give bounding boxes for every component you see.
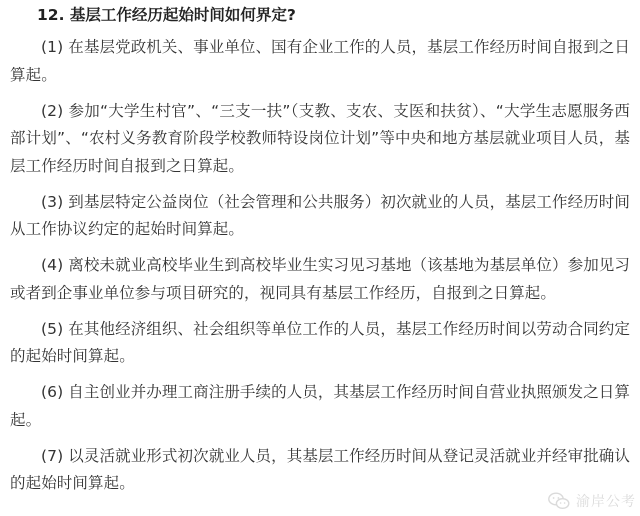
paragraph-7: (7) 以灵活就业形式初次就业人员，其基层工作经历时间从登记灵活就业并经审批确认的起始时间算起。 <box>10 446 630 492</box>
watermark <box>548 489 636 513</box>
paragraph-2: (2) 参加“大学生村官”、“三支一扶”（支教、支农、支医和扶贫）、“大学生志愿服务西部计划”、“农村义务教育阶段学校教师特设岗位计划”等中央和地方基层就业项目人员，基层工作经历时间自报到之日算起。 <box>10 101 630 175</box>
paragraph-1: (1) 在基层党政机关、事业单位、国有企业工作的人员，基层工作经历时间自报到之日算起。 <box>10 38 630 84</box>
wechat-icon <box>548 492 570 510</box>
question-heading: 12. 基层工作经历起始时间如何界定? <box>37 6 296 24</box>
paragraph-4: (4) 离校未就业高校毕业生到高校毕业生实习见习基地（该基地为基层单位）参加见习或者到企事业单位参与项目研究的，视同具有基层工作经历，自报到之日算起。 <box>10 256 630 302</box>
paragraph-5: (5) 在其他经济组织、社会组织等单位工作的人员，基层工作经历时间以劳动合同约定的起始时间算起。 <box>10 319 630 365</box>
watermark-text: 渝岸公考 <box>576 494 636 510</box>
paragraph-6: (6) 自主创业并办理工商注册手续的人员，其基层工作经历时间自营业执照颁发之日算起。 <box>10 383 630 429</box>
paragraph-3: (3) 到基层特定公益岗位（社会管理和公共服务）初次就业的人员，基层工作经历时间从工作协议约定的起始时间算起。 <box>10 192 630 238</box>
